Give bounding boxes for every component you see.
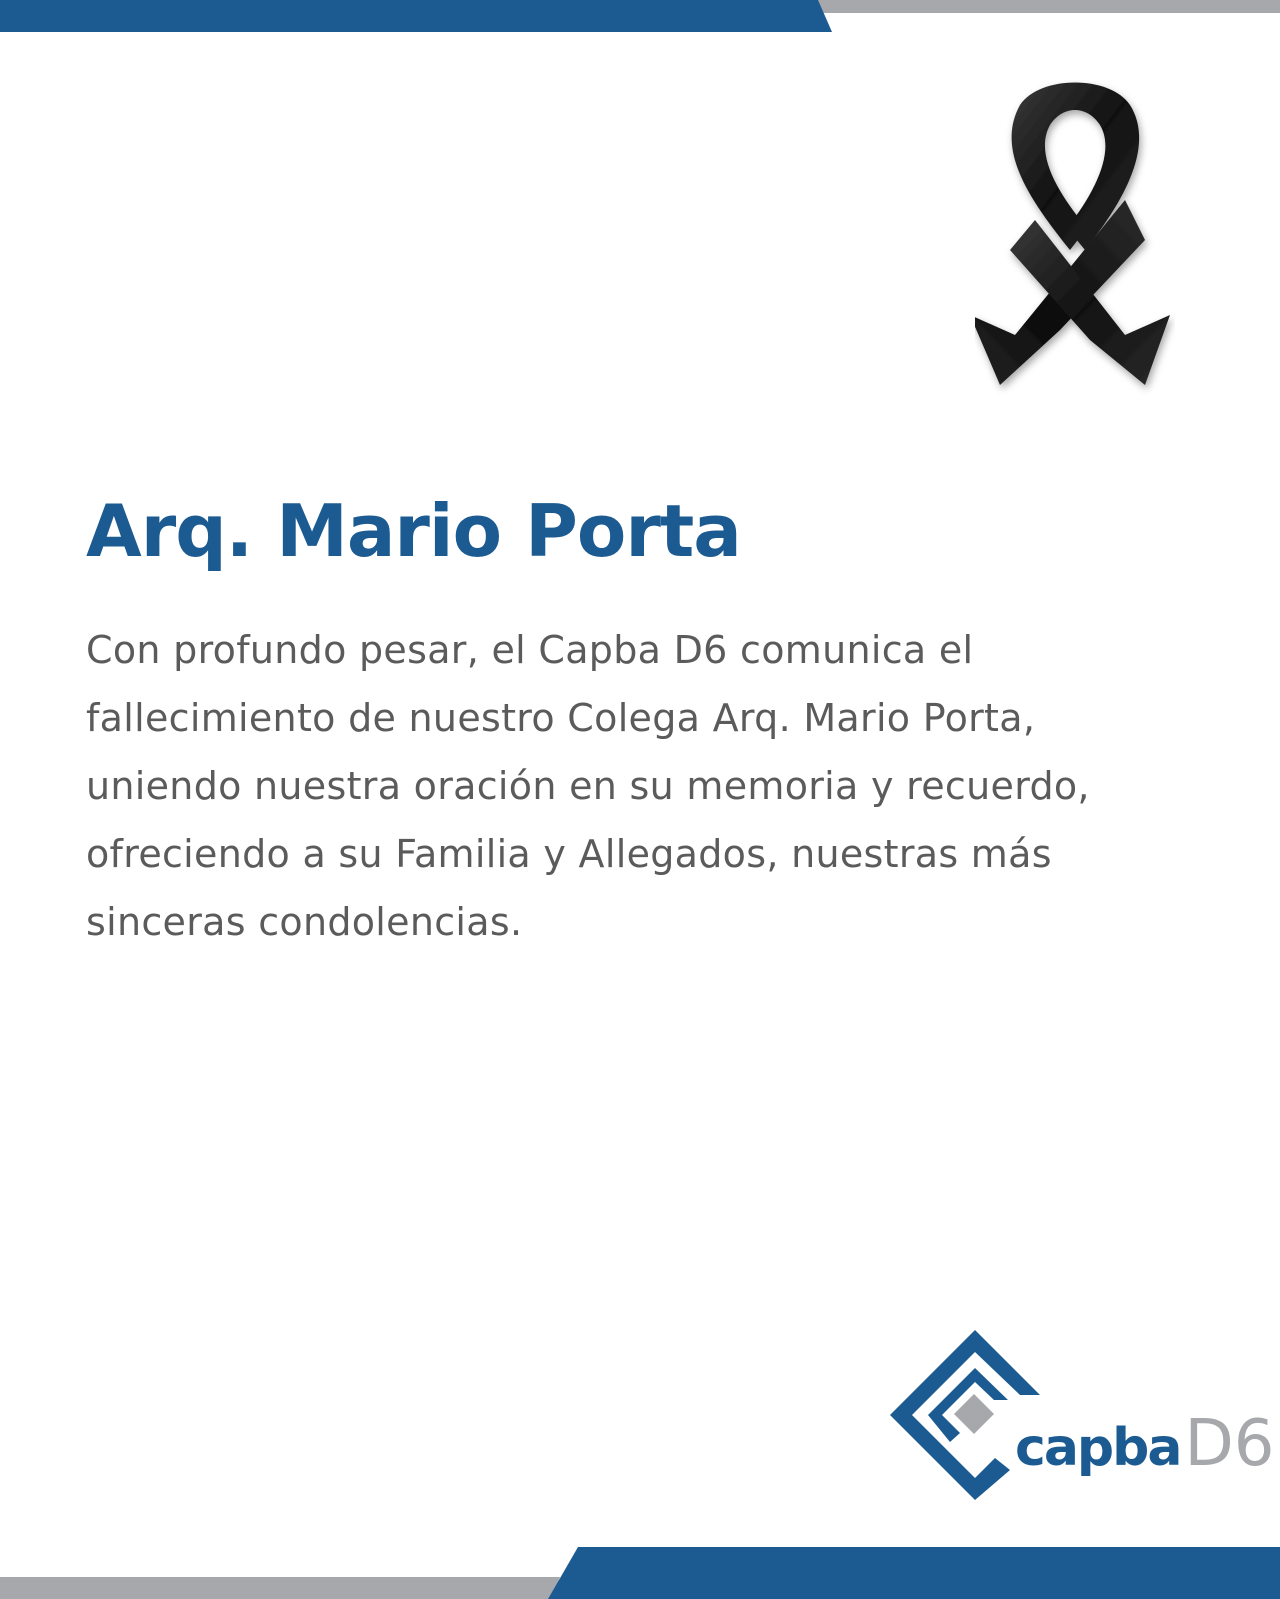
bottom-gray-stripe bbox=[0, 1577, 560, 1599]
message-line-1: Con profundo pesar, el Capba D6 comunica el bbox=[86, 628, 974, 672]
mourning-ribbon-icon bbox=[975, 80, 1175, 410]
capba-logo-wordmark bbox=[1015, 1407, 1275, 1481]
top-blue-bar bbox=[0, 0, 832, 32]
message-line-2: fallecimiento de nuestro Colega Arq. Mario Porta, bbox=[86, 696, 1036, 740]
top-gray-stripe bbox=[805, 0, 1280, 13]
logo-number: D6 bbox=[1184, 1407, 1275, 1481]
logo-word: capba bbox=[1015, 1418, 1181, 1478]
bottom-blue-bar bbox=[548, 1547, 1280, 1599]
top-decorative-band bbox=[0, 0, 1280, 40]
message-line-5: sinceras condolencias. bbox=[86, 900, 523, 944]
message-line-3: uniendo nuestra oración en su memoria y recuerdo, bbox=[86, 764, 1090, 808]
bottom-decorative-band bbox=[0, 1529, 1280, 1599]
message-line-4: ofreciendo a su Familia y Allegados, nuestras más bbox=[86, 832, 1052, 876]
logo-gray-diamond bbox=[954, 1394, 994, 1434]
condolence-message bbox=[86, 616, 1196, 956]
deceased-name-title: Arq. Mario Porta bbox=[86, 489, 741, 573]
